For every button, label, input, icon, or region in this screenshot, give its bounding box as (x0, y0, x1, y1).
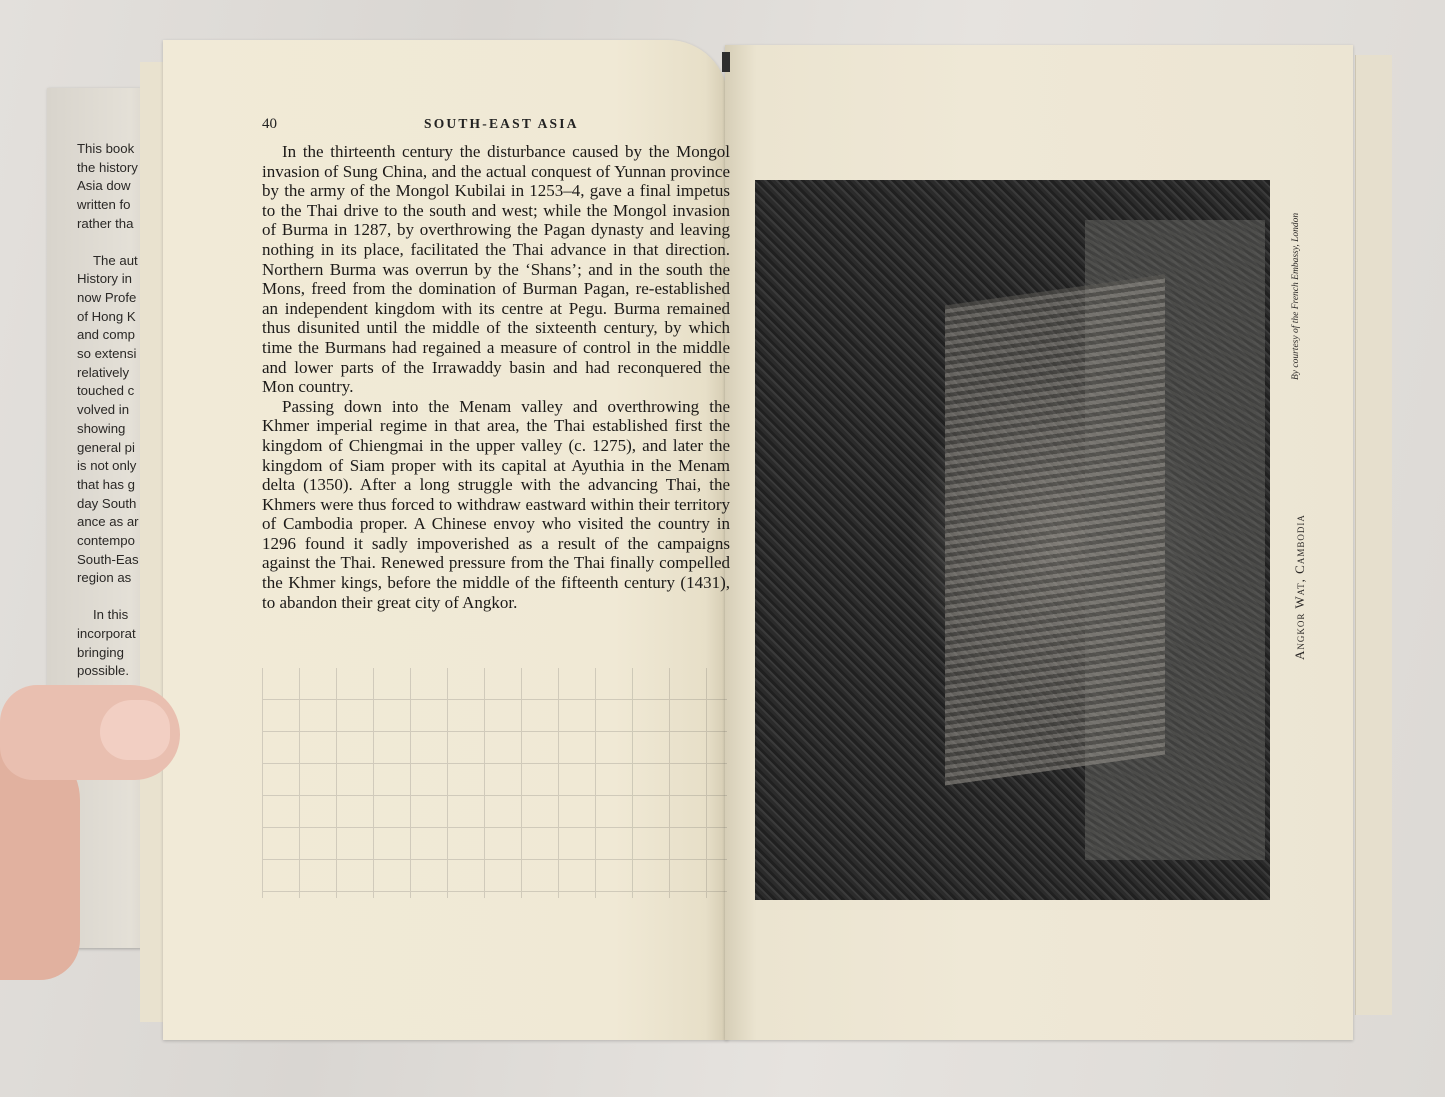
jacket-flap-paragraph: In this incorporat bringing possible. (77, 607, 136, 679)
page-number: 40 (262, 116, 277, 132)
photo-caption (1292, 430, 1308, 660)
photo-credit-text: By courtesy of the French Embassy, London (1291, 212, 1301, 380)
paragraph: Passing down into the Menam valley and overthrowing the Khmer imperial regime in that area, the Thai established first the kingdom of Chiengmai in the upper valley (c. 1275), and later the kingdom of Siam proper with its capital at Ayuthia in the Menam delta (1350). After a long struggle with the advancing Thai, the Khmers were thus forced to withdraw eastward within their territory of Cambodia proper. A Chinese envoy who visited the country in 1296 found it sadly impoverished as a result of the campaigns against the Thai. Renewed pressure from the Thai finally compelled the Khmer kings, before the middle of the fifteenth century (1431), to abandon their great city of Angkor. (262, 396, 730, 612)
photo-plate (755, 180, 1270, 900)
book-cover-edge-right (1355, 55, 1392, 1015)
jacket-flap-paragraph: This book the history Asia dow written fo rather tha (77, 141, 138, 231)
plate-temple-image (945, 275, 1165, 786)
running-head (262, 116, 732, 136)
hand-holding-book (0, 680, 220, 980)
book-spine-gutter (722, 52, 730, 72)
paragraph: In the thirteenth century the disturbance caused by the Mongol invasion of Sung China, and the actual conquest of Yunnan province by the army of the Mongol Kubilai in 1253–4, gave a final impetus to the Thai drive to the south and west; while the Mongol invasion of Burma in 1287, by overthrowing the Pagan dynasty and leaving nothing in its place, facilitated the Thai advance in that direction. Northern Burma was overrun by the ‘Shans’; and in the south the Mons, freed from the domination of Burman Pagan, re-established an independent kingdom with its centre at Pegu. Burma remained thus disunited until the middle of the sixteenth century, by which time the Burmans had regained a measure of control in the middle and lower parts of the Irrawaddy basin and had reconquered the Mon country. (262, 142, 730, 397)
photo-caption-text: Angkor Wat, Cambodia (1292, 514, 1307, 660)
thumbnail (100, 700, 170, 760)
body-text (262, 142, 730, 612)
photo-credit (1287, 140, 1301, 380)
running-head-title: SOUTH-EAST ASIA (424, 116, 579, 131)
show-through-table (262, 668, 727, 898)
jacket-flap-paragraph: The aut History in now Profe of Hong K and comp so extensi relatively touched c volved in showing general pi is not only that has g day South ance as ar contempo South-Eas region as (77, 252, 139, 586)
